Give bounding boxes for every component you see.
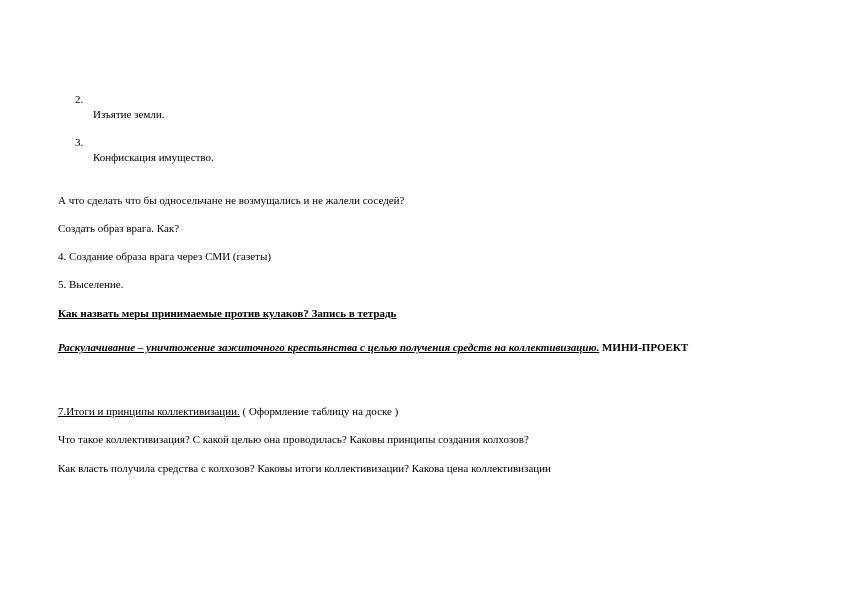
definition-line xyxy=(58,342,688,355)
definition-text: Раскулачивание – уничтожение зажиточного крестьянства с целью получения средств на коллективизацию. xyxy=(58,342,600,354)
point-4: 4. Создание образа врага через СМИ (газеты) xyxy=(58,251,272,263)
list-item-3: Конфискация имущество. xyxy=(93,152,214,164)
question-results: Как власть получила средства с колхозов? Каковы итоги коллективизации? Какова цена коллективизации xyxy=(58,463,551,475)
section-7-heading xyxy=(58,406,398,419)
list-item-2: Изъятие земли. xyxy=(93,109,165,121)
answer-enemy-image: Создать образ врага. Как? xyxy=(58,223,180,235)
section-7-title: 7.Итоги и принципы коллективизации. xyxy=(58,406,240,418)
mini-project-label: МИНИ-ПРОЕКТ xyxy=(602,342,689,354)
point-5: 5. Выселение. xyxy=(58,279,124,291)
list-number-3: 3. xyxy=(75,137,84,149)
question-collectivization: Что такое коллективизация? С какой целью она проводилась? Каковы принципы создания колхозов? xyxy=(58,434,529,446)
section-7-note: ( Оформление таблицу на доске ) xyxy=(239,406,399,418)
question-neighbors: А что сделать что бы односельчане не возмущались и не жалели соседей? xyxy=(58,195,405,207)
question-kulaks: Как назвать меры принимаемые против кулаков? Запись в тетрадь xyxy=(58,308,397,320)
list-number-2: 2. xyxy=(75,94,84,106)
